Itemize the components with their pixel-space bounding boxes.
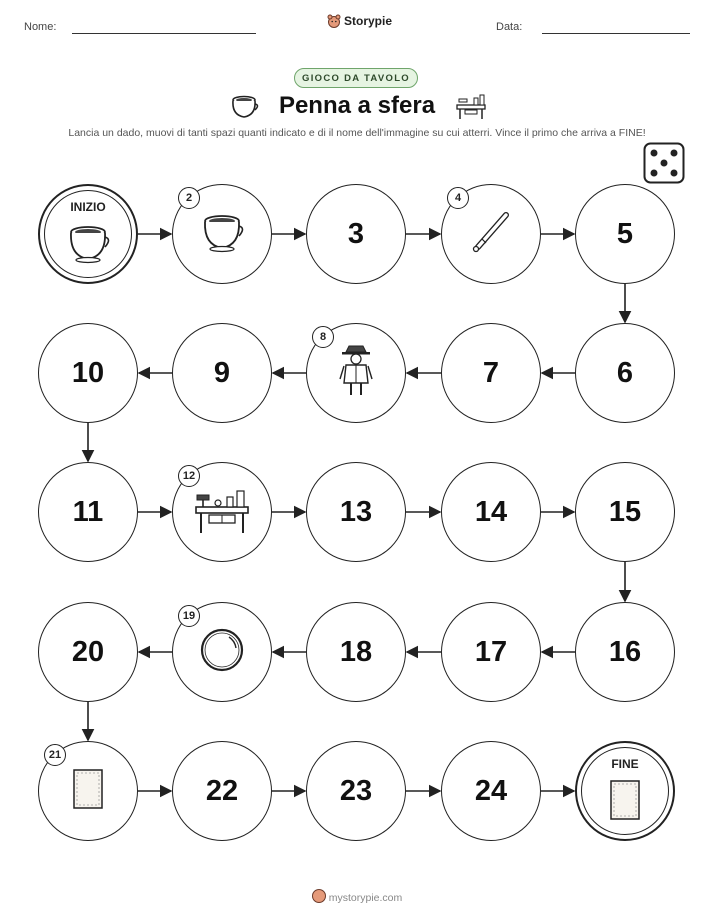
brand-name: Storypie: [344, 14, 393, 28]
space-number-badge: 21: [44, 744, 66, 766]
space-number: 10: [71, 356, 105, 389]
workbench-icon: [191, 485, 253, 540]
board-space: [306, 741, 406, 841]
detective-icon: [336, 343, 376, 404]
board-space: [575, 602, 675, 702]
pot-icon: [199, 211, 245, 258]
name-label: Nome:: [24, 21, 57, 33]
start-space: [38, 184, 138, 284]
board-space: [172, 184, 272, 284]
board-space: [306, 184, 406, 284]
board-space: [306, 323, 406, 423]
space-number: 20: [71, 635, 105, 668]
board-space: [38, 323, 138, 423]
board-space: [575, 184, 675, 284]
board-space: [575, 323, 675, 423]
board-space: [306, 602, 406, 702]
footer-url: mystorypie.com: [328, 892, 403, 904]
board-space: [172, 602, 272, 702]
pen-icon: [468, 209, 514, 260]
board-space: [441, 462, 541, 562]
footer: [0, 889, 714, 904]
finish-label: FINE: [611, 757, 639, 771]
space-number: 6: [616, 356, 634, 389]
board-space: [441, 323, 541, 423]
space-number: 3: [347, 217, 365, 250]
category-tag: GIOCO DA TAVOLO: [294, 68, 418, 88]
board-space: [306, 462, 406, 562]
instructions-text: Lancia un dado, muovi di tanti spazi quanti indicato e di il nome dell'immagine su cui atterri. Vince il primo che arriva a FINE!: [68, 127, 646, 139]
space-number: 5: [616, 217, 634, 250]
space-number-badge: 4: [447, 187, 469, 209]
paper-icon: [71, 767, 105, 816]
board-space: [441, 184, 541, 284]
board-space: [38, 741, 138, 841]
board-space: [38, 462, 138, 562]
space-number-badge: 2: [178, 187, 200, 209]
finish-space: [575, 741, 675, 841]
start-label: INIZIO: [70, 200, 106, 214]
space-number: 22: [205, 774, 239, 807]
space-number: 13: [339, 495, 373, 528]
space-number: 18: [339, 635, 373, 668]
space-number: 14: [474, 495, 508, 528]
space-number-badge: 12: [178, 465, 200, 487]
space-number: 7: [482, 356, 500, 389]
sphere-icon: [198, 626, 246, 679]
space-number-badge: 8: [312, 326, 334, 348]
board-space: [172, 323, 272, 423]
space-number: 23: [339, 774, 373, 807]
space-number: 16: [608, 635, 642, 668]
space-number: 17: [474, 635, 508, 668]
space-number: 24: [474, 774, 508, 807]
space-number-badge: 19: [178, 605, 200, 627]
date-label: Data:: [496, 21, 523, 33]
space-number: 11: [72, 495, 104, 528]
space-number: 15: [608, 495, 642, 528]
page-title: Penna a sfera: [278, 92, 436, 119]
space-number: 9: [213, 356, 231, 389]
board-space: [575, 462, 675, 562]
board-space: [441, 741, 541, 841]
board-space: [172, 741, 272, 841]
footer-mascot-icon: [312, 889, 326, 903]
board-space: [172, 462, 272, 562]
board-space: [441, 602, 541, 702]
board-space: [38, 602, 138, 702]
